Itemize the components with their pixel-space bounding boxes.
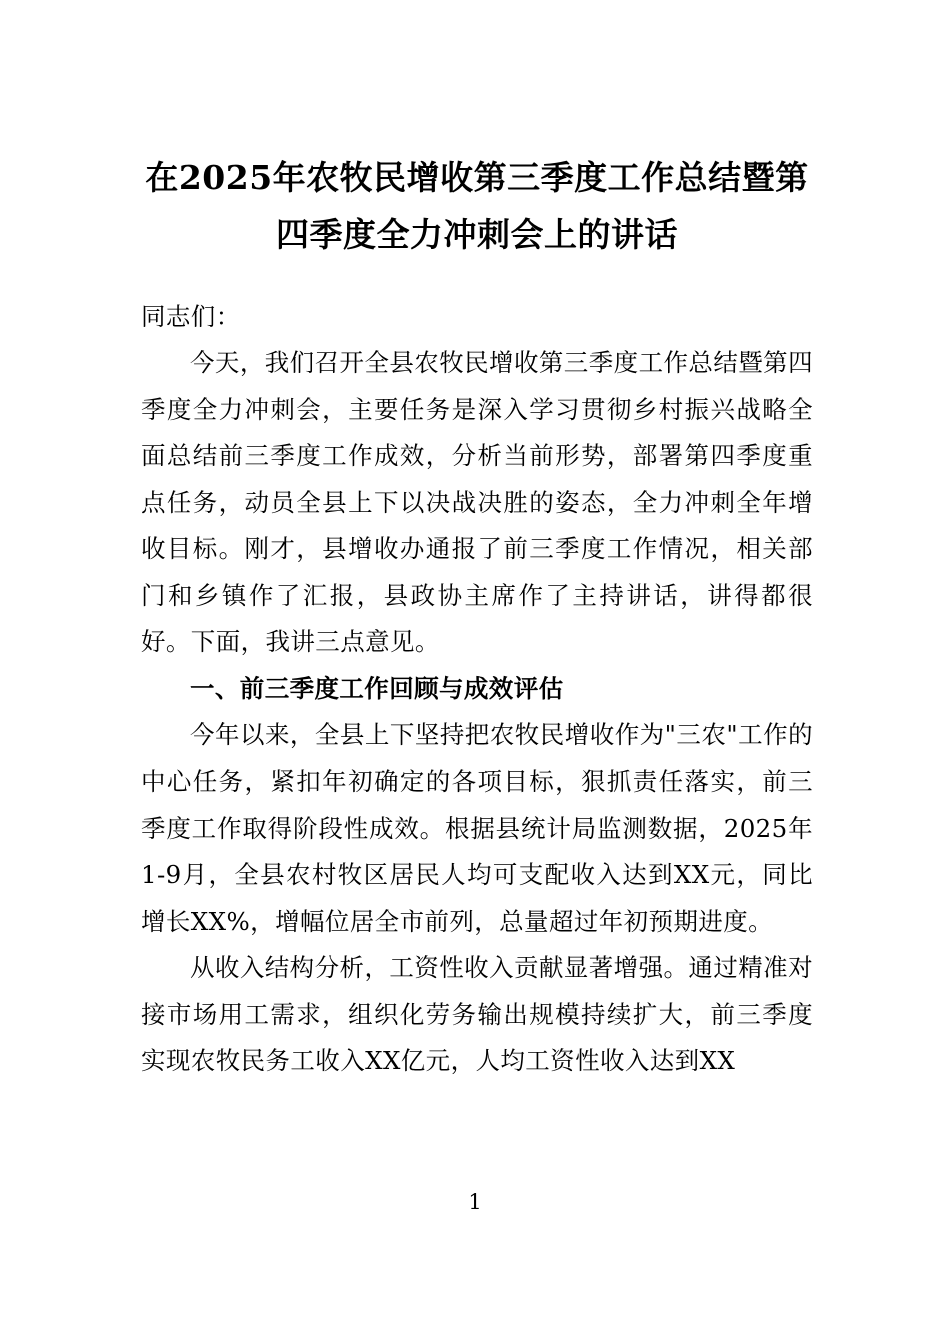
page-title: 在2025年农牧民增收第三季度工作总结暨第四季度全力冲刺会上的讲话 — [145, 158, 809, 254]
paragraph-2: 今年以来，全县上下坚持把农牧民增收作为"三农"工作的中心任务，紧扣年初确定的各项目标，狠抓责任落实，前三季度工作取得阶段性成效。根据县统计局监测数据，2025年1-9月，全县农村牧区居民人均可支配收入达到XX元，同比增长XX%，增幅位居全市前列，总量超过年初预期进度。 — [141, 720, 813, 936]
paragraph-3: 从收入结构分析，工资性收入贡献显著增强。通过精准对接市场用工需求，组织化劳务输出规模持续扩大，前三季度实现农牧民务工收入XX亿元，人均工资性收入达到XX — [141, 953, 813, 1076]
salutation: 同志们： — [141, 301, 241, 331]
paragraph-1: 今天，我们召开全县农牧民增收第三季度工作总结暨第四季度全力冲刺会，主要任务是深入学习贯彻乡村振兴战略全面总结前三季度工作成效，分析当前形势，部署第四季度重点任务，动员全县上下以决战决胜的姿态，全力冲刺全年增收目标。刚才，县增收办通报了前三季度工作情况，相关部门和乡镇作了汇报，县政协主席作了主持讲话，讲得都很好。下面，我讲三点意见。 — [141, 348, 813, 657]
section-heading-1: 一、前三季度工作回顾与成效评估 — [190, 673, 564, 703]
page-number: 1 — [468, 1190, 482, 1214]
document-body — [141, 150, 813, 1085]
